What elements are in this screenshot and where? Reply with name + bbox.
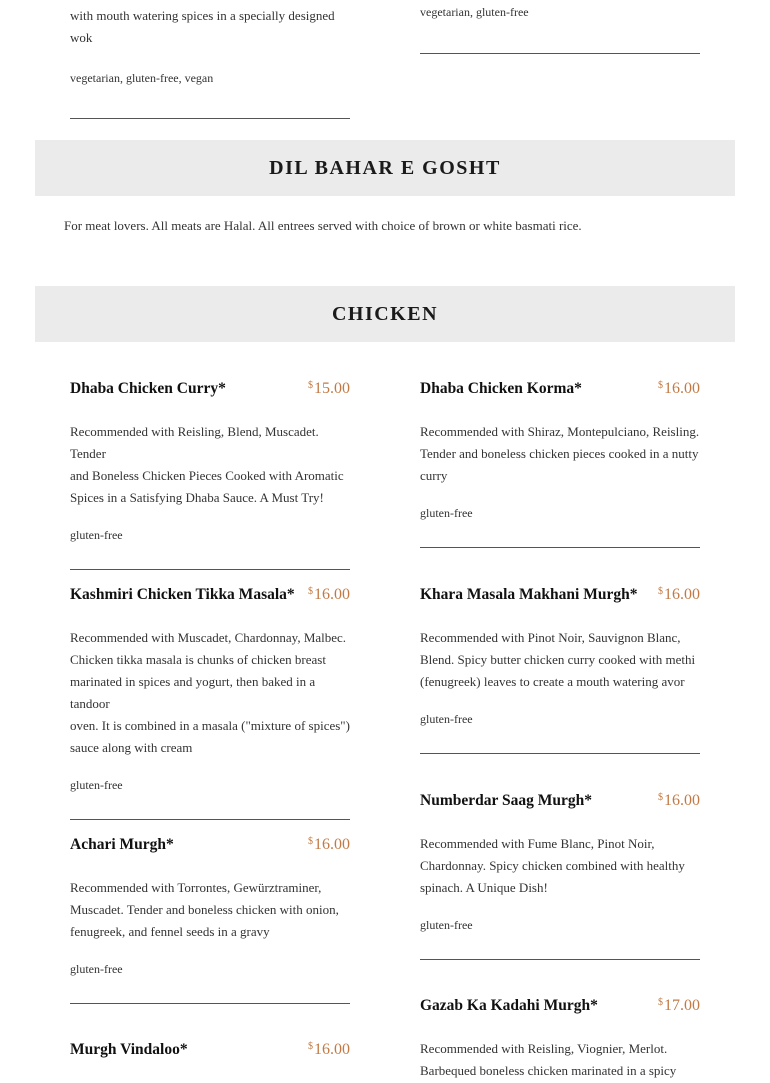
top-left-description: with mouth watering spices in a specially designed wok bbox=[70, 8, 335, 45]
item-price: $16.00 bbox=[308, 836, 350, 853]
divider bbox=[420, 53, 700, 54]
item-name: Numberdar Saag Murgh* bbox=[420, 792, 592, 809]
item-tags: gluten-free bbox=[70, 778, 123, 792]
item-price: $16.00 bbox=[658, 792, 700, 809]
item-tags: gluten-free bbox=[420, 918, 473, 932]
divider bbox=[70, 819, 350, 820]
section-title: DIL BAHAR E GOSHT bbox=[269, 156, 501, 179]
item-description: Recommended with Torrontes, Gewürztraminer, Muscadet. Tender and boneless chicken with onion, fenugreek, and fennel seeds in a gravy bbox=[70, 880, 339, 939]
item-description: Recommended with Pinot Noir, Sauvignon Blanc, Blend. Spicy butter chicken curry cooked with methi (fenugreek) leaves to create a mouth watering avor bbox=[420, 630, 696, 689]
item-tags: gluten-free bbox=[420, 506, 473, 520]
item-description: Recommended with Muscadet, Chardonnay, Malbec. Chicken tikka masala is chunks of chicken breast marinated in spices and yogurt, then baked in a tandoor oven. It is combined in a masala ("mixture of spices") sauce along with cream bbox=[70, 630, 350, 755]
item-name: Achari Murgh* bbox=[70, 836, 174, 853]
menu-item bbox=[70, 836, 350, 1004]
subsection-header bbox=[35, 286, 735, 342]
item-price: $16.00 bbox=[658, 380, 700, 397]
menu-item bbox=[70, 586, 350, 820]
item-price: $17.00 bbox=[658, 997, 700, 1014]
menu-item bbox=[420, 380, 700, 548]
top-right-tags: vegetarian, gluten-free bbox=[420, 5, 529, 19]
divider bbox=[420, 753, 700, 754]
divider bbox=[70, 1003, 350, 1004]
item-tags: gluten-free bbox=[420, 712, 473, 726]
section-intro: For meat lovers. All meats are Halal. All entrees served with choice of brown or white basmati rice. bbox=[64, 218, 582, 233]
menu-item bbox=[70, 1041, 350, 1063]
item-price: $15.00 bbox=[308, 380, 350, 397]
menu-item bbox=[70, 380, 350, 570]
item-name: Khara Masala Makhani Murgh* bbox=[420, 586, 638, 603]
item-tags: gluten-free bbox=[70, 528, 123, 542]
divider bbox=[70, 118, 350, 119]
item-description: Recommended with Reisling, Blend, Muscadet. Tender and Boneless Chicken Pieces Cooked with Aromatic Spices in a Satisfying Dhaba Sauce. A Must Try! bbox=[70, 424, 344, 505]
item-price: $16.00 bbox=[308, 1041, 350, 1058]
menu-item bbox=[420, 586, 700, 754]
section-header bbox=[35, 140, 735, 196]
item-tags: gluten-free bbox=[70, 962, 123, 976]
subsection-title: CHICKEN bbox=[331, 302, 439, 325]
menu-item bbox=[420, 997, 700, 1082]
item-price: $16.00 bbox=[308, 586, 350, 603]
item-description: Recommended with Reisling, Viognier, Merlot. Barbequed boneless chicken marinated in a spicy bbox=[420, 1041, 677, 1078]
item-description: Recommended with Shiraz, Montepulciano, Reisling. Tender and boneless chicken pieces cooked in a nutty curry bbox=[420, 424, 700, 483]
item-name: Gazab Ka Kadahi Murgh* bbox=[420, 997, 598, 1014]
menu-item bbox=[420, 792, 700, 960]
item-description: Recommended with Fume Blanc, Pinot Noir, Chardonnay. Spicy chicken combined with healthy spinach. A Unique Dish! bbox=[420, 836, 685, 895]
item-price: $16.00 bbox=[658, 586, 700, 603]
item-name: Kashmiri Chicken Tikka Masala* bbox=[70, 586, 295, 603]
item-name: Murgh Vindaloo* bbox=[70, 1041, 188, 1058]
divider bbox=[420, 547, 700, 548]
divider bbox=[70, 569, 350, 570]
top-left-tags: vegetarian, gluten-free, vegan bbox=[70, 71, 214, 85]
item-name: Dhaba Chicken Korma* bbox=[420, 380, 582, 397]
item-name: Dhaba Chicken Curry* bbox=[70, 380, 226, 397]
divider bbox=[420, 959, 700, 960]
